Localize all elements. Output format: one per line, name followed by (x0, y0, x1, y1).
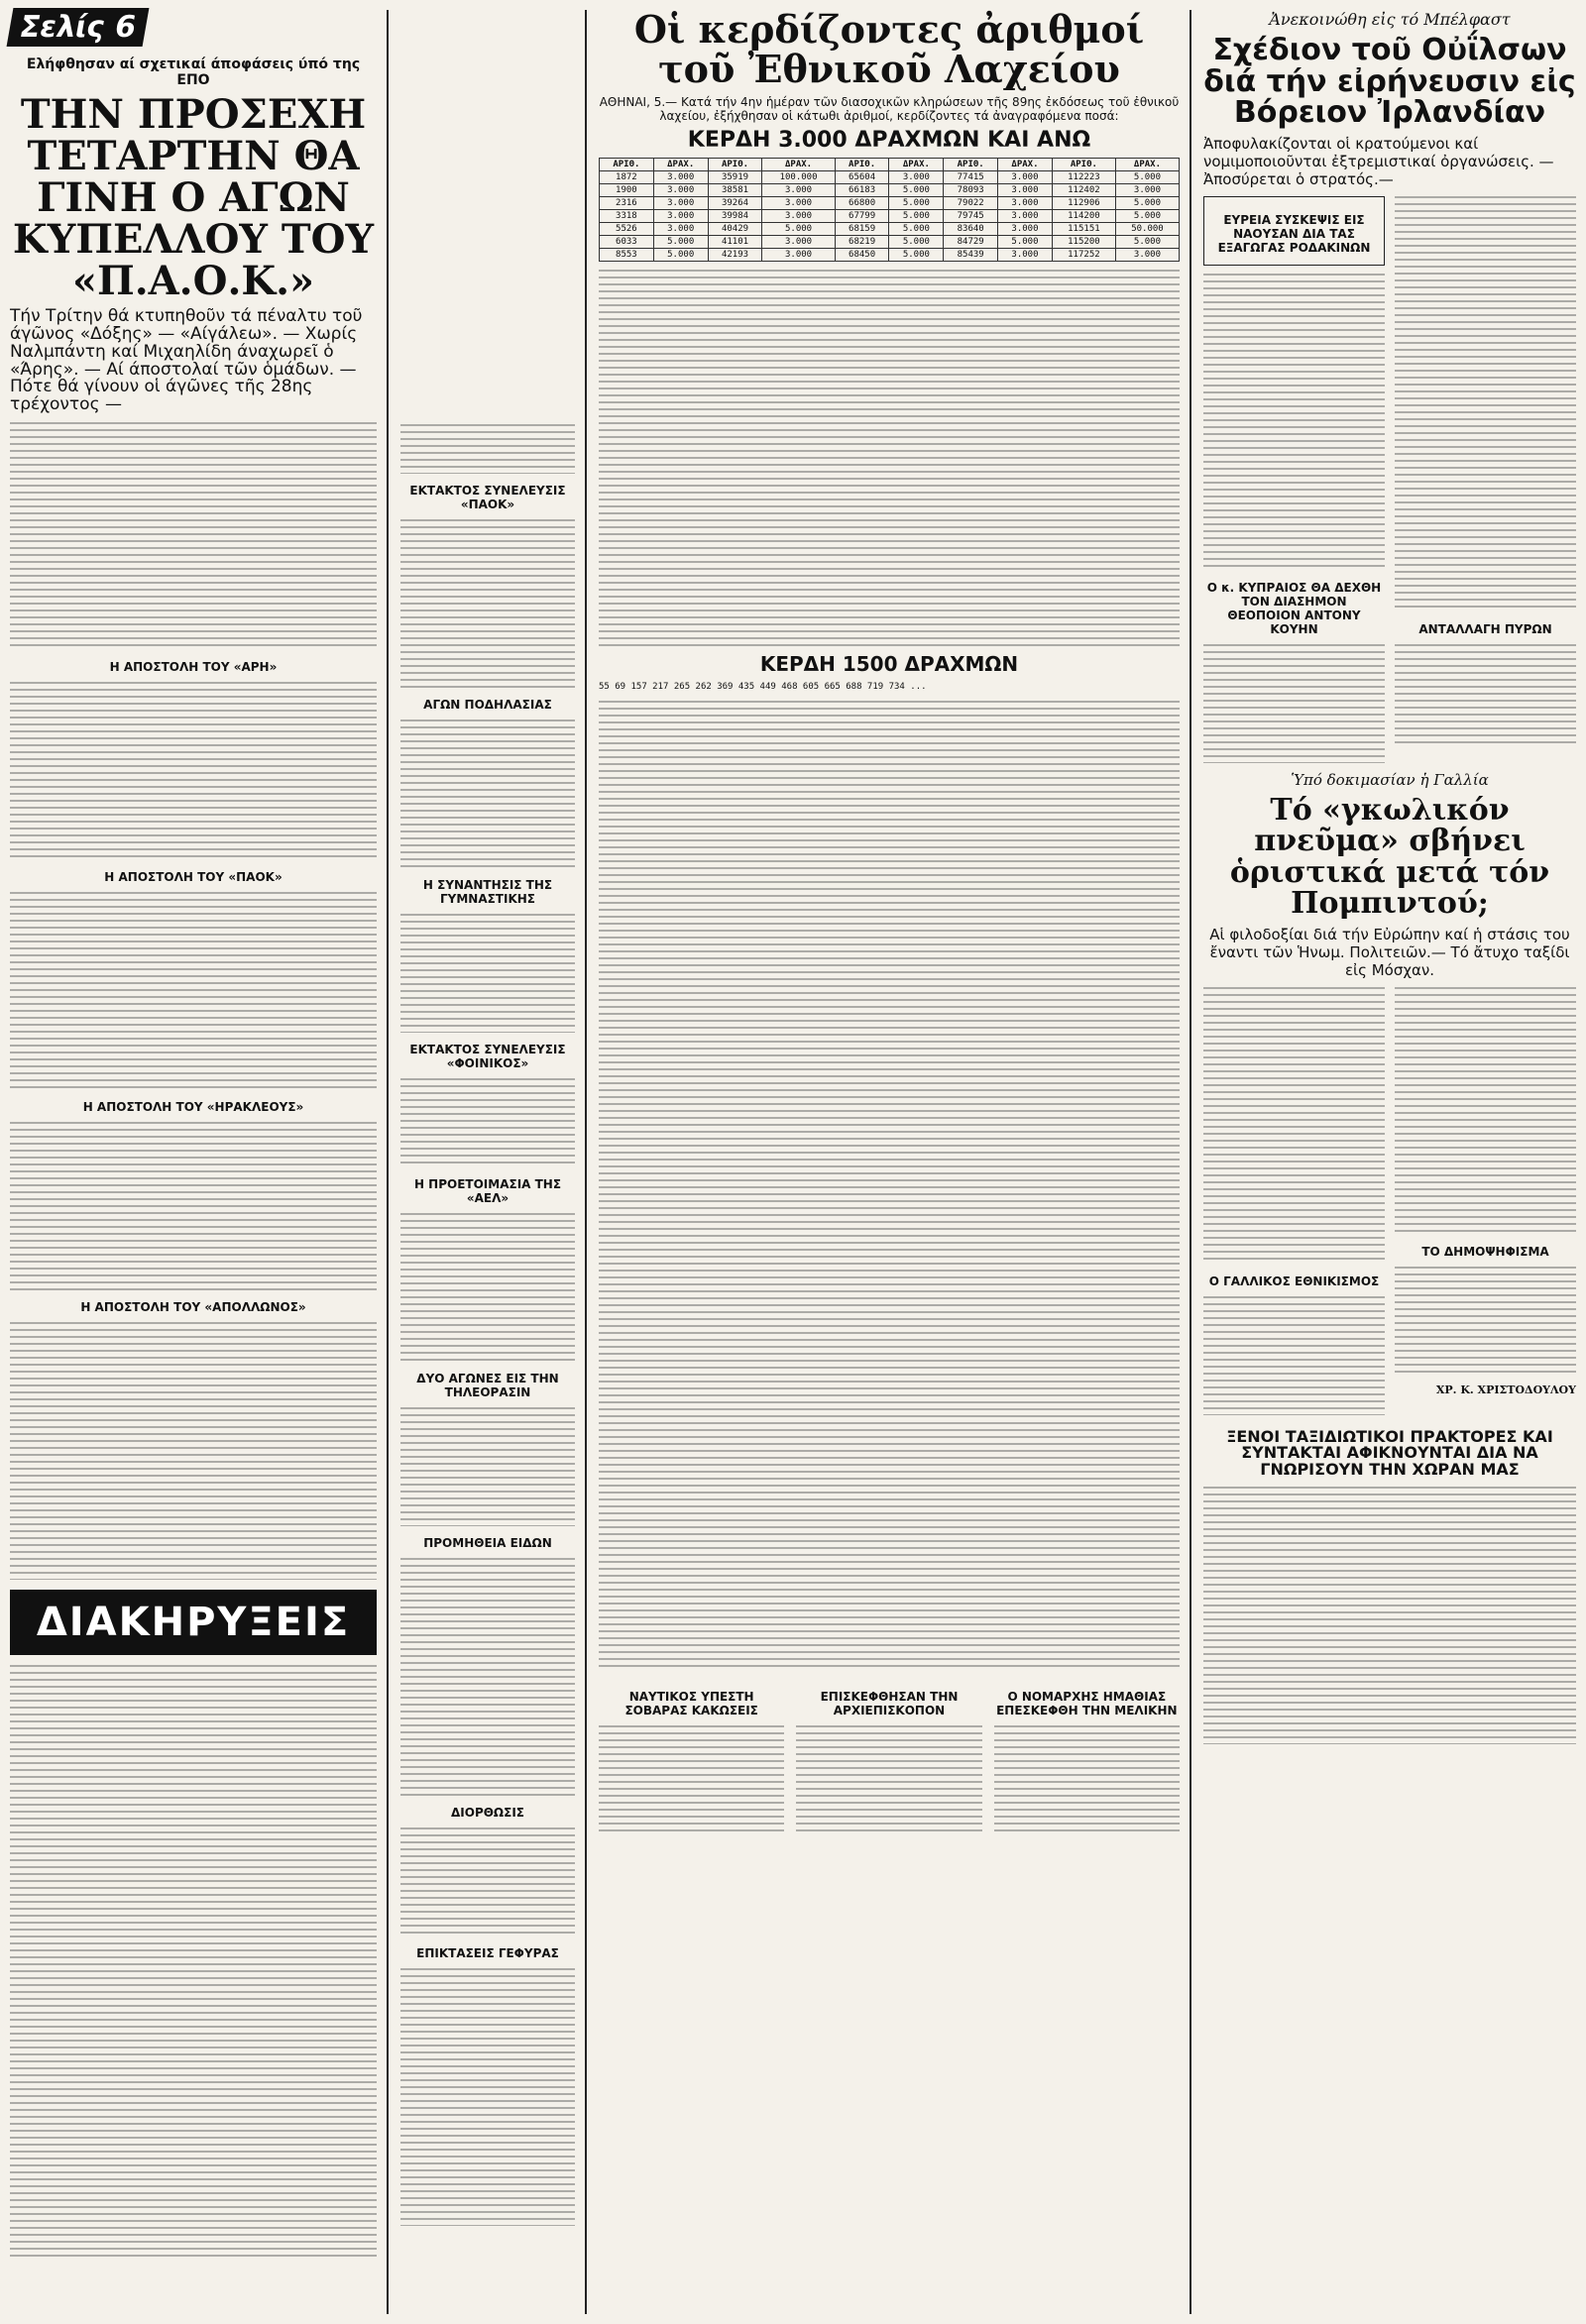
column-rule (585, 10, 587, 2314)
section-tag: Σελίς 6 (7, 8, 150, 47)
table-cell: 35919 (708, 170, 762, 183)
subhead: ΠΡΟΜΗΘΕΙΑ ΕΙΔΩΝ (423, 1536, 552, 1550)
table-title: ΚΕΡΔΗ 3.000 ΔΡΑΧΜΩΝ ΚΑΙ ΑΝΩ (687, 127, 1091, 153)
subhead: ΑΓΩΝ ΠΟΔΗΛΑΣΙΑΣ (423, 698, 552, 712)
table-cell: 84729 (944, 235, 998, 248)
table-cell: 5.000 (1115, 235, 1179, 248)
table-cell: 2316 (600, 196, 654, 209)
subhead: Η ΑΠΟΣΤΟΛΗ ΤΟΥ «ΑΡΗ» (109, 660, 278, 675)
section-tag-wrap (10, 8, 377, 47)
table-cell: 114200 (1052, 209, 1115, 222)
article-text (10, 1322, 377, 1580)
kicker: Ἀνεκοινώθη εἰς τό Μπέλφαστ (1269, 10, 1511, 29)
table-cell: 115151 (1052, 222, 1115, 235)
deck: Τήν Τρίτην θά κτυπηθοῦν τά πέναλτυ τοῦ άγῶνος «Δόξης» — «Αίγάλεω». — Χωρίς Ναλμπάντη καί Μιχαηλίδη άναχωρεῖ ὁ «Άρης». — Αί άποστολαί τῶν ὁμάδων. — Πότε θά γίνουν οἱ άγῶνες τῆς 28ης τρέχοντος — (10, 306, 363, 415)
table-header: ΔΡΑΧ. (889, 158, 944, 170)
table-cell: 112402 (1052, 183, 1115, 196)
article-text (10, 1122, 377, 1290)
article-text (10, 682, 377, 860)
table-cell: 100.000 (762, 170, 835, 183)
table-cell: 68159 (835, 222, 889, 235)
table-cell: 5.000 (889, 222, 944, 235)
notices-text (10, 1665, 377, 2260)
table-cell: 67799 (835, 209, 889, 222)
article-text (400, 1213, 575, 1362)
table-cell: 38581 (708, 183, 762, 196)
subhead: ΔΥΟ ΑΓΩΝΕΣ ΕΙΣ ΤΗΝ ΤΗΛΕΟΡΑΣΙΝ (416, 1372, 559, 1399)
table-cell: 5.000 (1115, 196, 1179, 209)
subhead: Η ΑΠΟΣΤΟΛΗ ΤΟΥ «ΠΑΟΚ» (104, 870, 283, 885)
article-text (1203, 1487, 1576, 1744)
subhead: Ο ΓΑΛΛΙΚΟΣ ΕΘΝΙΚΙΣΜΟΣ (1208, 1273, 1380, 1288)
subhead: ΔΙΟΡΘΩΣΙΣ (450, 1806, 524, 1820)
column-rule (387, 10, 389, 2314)
article-text (1395, 987, 1576, 1235)
table-cell: 1872 (600, 170, 654, 183)
deck: Αἱ φιλοδοξίαι διά τήν Εὐρώπην καί ἡ στάσις του ἔναντι τῶν Ἡνωμ. Πολιτειῶν.— Τό ἄτυχο ταξίδι εἰς Μόσχαν. (1209, 925, 1570, 979)
table-header: ΔΡΑΧ. (1115, 158, 1179, 170)
table-cell: 42193 (708, 248, 762, 261)
table-cell: 5.000 (889, 183, 944, 196)
table-cell: 77415 (944, 170, 998, 183)
subhead: Η ΠΡΟΕΤΟΙΜΑΣΙΑ ΤΗΣ «ΑΕΛ» (413, 1177, 562, 1205)
article-text (1203, 274, 1385, 571)
table-cell: 3.000 (998, 222, 1053, 235)
table-cell: 117252 (1052, 248, 1115, 261)
table-cell: 39984 (708, 209, 762, 222)
subhead: ΕΚΤΑΚΤΟΣ ΣΥΝΕΛΕΥΣΙΣ «ΠΑΟΚ» (409, 484, 566, 511)
article-text (1203, 1296, 1385, 1415)
table-cell: 3.000 (998, 196, 1053, 209)
table-cell: 112223 (1052, 170, 1115, 183)
article-text (400, 1558, 575, 1796)
article-text (1203, 987, 1385, 1265)
table-cell: 6033 (600, 235, 654, 248)
table-cell: 8553 (600, 248, 654, 261)
sports-column (0, 0, 387, 2324)
subhead: Ο ΝΟΜΑΡΧΗΣ ΗΜΑΘΙΑΣ ΕΠΕΣΚΕΦΘΗ ΤΗΝ ΜΕΛΙΚΗΝ (996, 1689, 1178, 1717)
box (1203, 196, 1385, 266)
main-headline: ΤΗΝ ΠΡΟΣΕΧΗ ΤΕΤΑΡΤΗΝ ΘΑ ΓΙΝΗ Ο ΑΓΩΝ ΚΥΠΕΛΛΟΥ ΤΟΥ «Π.Α.Ο.Κ.» (12, 91, 375, 304)
table-cell: 65604 (835, 170, 889, 183)
article-text (400, 424, 575, 474)
article-text (400, 719, 575, 868)
table-cell: 3.000 (998, 248, 1053, 261)
table-row (600, 235, 1180, 248)
subhead: ΤΟ ΔΗΜΟΨΗΦΙΣΜΑ (1421, 1244, 1549, 1259)
headline: Τό «γκωλικόν πνεῦμα» σβήνει ὁριστικά μετά τόν Πομπιντού; (1229, 792, 1550, 921)
table-cell: 3.000 (1115, 248, 1179, 261)
table-cell: 115200 (1052, 235, 1115, 248)
article-text (796, 1725, 981, 1834)
table-cell: 3.000 (998, 209, 1053, 222)
table-cell: 3.000 (998, 170, 1053, 183)
table-cell: 3.000 (762, 235, 835, 248)
table-cell: 85439 (944, 248, 998, 261)
subhead: ΑΝΤΑΛΛΑΓΗ ΠΥΡΩΝ (1418, 621, 1552, 636)
lottery-headline: Οἱ κερδίζοντες ἀριθμοί τοῦ Ἐθνικοῦ Λαχείου (633, 7, 1145, 91)
table-cell: 79745 (944, 209, 998, 222)
table-cell: 3.000 (762, 183, 835, 196)
lottery-table (599, 158, 1180, 262)
numbers-grid (599, 701, 1180, 1672)
table-cell: 5.000 (889, 248, 944, 261)
kicker: Ελήφθησαν αί σχετικαί άποφάσεις ύπό της ΕΠΟ (26, 56, 361, 88)
numbers-sample: 55 69 157 217 265 262 369 435 449 468 605 665 688 719 734 ... (599, 681, 927, 692)
table-row (600, 222, 1180, 235)
sports-column-2 (391, 0, 585, 2324)
subhead: Η ΑΠΟΣΤΟΛΗ ΤΟΥ «ΑΠΟΛΛΩΝΟΣ» (80, 1300, 306, 1315)
table-cell: 5.000 (1115, 170, 1179, 183)
table-cell: 3.000 (998, 183, 1053, 196)
table-cell: 3.000 (762, 209, 835, 222)
subhead: ΝΑΥΤΙΚΟΣ ΥΠΕΣΤΗ ΣΟΒΑΡΑΣ ΚΑΚΩΣΕΙΣ (624, 1689, 758, 1717)
table-header: ΔΡΑΧ. (762, 158, 835, 170)
table-cell: 3.000 (762, 196, 835, 209)
table-cell: 5.000 (653, 235, 708, 248)
table-cell: 66800 (835, 196, 889, 209)
article-text (599, 1725, 784, 1834)
table-cell: 5.000 (889, 196, 944, 209)
subhead: ΕΠΙΚΤΑΣΕΙΣ ΓΕΦΥΡΑΣ (416, 1946, 559, 1960)
table-row (600, 183, 1180, 196)
table-row (600, 170, 1180, 183)
table-cell: 3.000 (653, 183, 708, 196)
notices-banner: ΔΙΑΚΗΡΥΞΕΙΣ (10, 1590, 377, 1655)
table-cell: 1900 (600, 183, 654, 196)
table-cell: 3.000 (653, 209, 708, 222)
table-header: ΔΡΑΧ. (653, 158, 708, 170)
headline: ΞΕΝΟΙ ΤΑΞΙΔΙΩΤΙΚΟΙ ΠΡΑΚΤΟΡΕΣ ΚΑΙ ΣΥΝΤΑΚΤΑΙ ΑΦΙΚΝΟΥΝΤΑΙ ΔΙΑ ΝΑ ΓΝΩΡΙΣΟΥΝ ΤΗΝ ΧΩΡΑΝ ΜΑΣ (1226, 1426, 1553, 1480)
table-cell: 78093 (944, 183, 998, 196)
table-cell: 5.000 (1115, 209, 1179, 222)
article-text (400, 1827, 575, 1937)
column-rule (1190, 10, 1191, 2314)
article-text (10, 422, 377, 650)
table-cell: 83640 (944, 222, 998, 235)
table-cell: 5.000 (998, 235, 1053, 248)
table-header: ΔΡΑΧ. (998, 158, 1053, 170)
article-text (400, 914, 575, 1033)
table-header: ΑΡΙΘ. (1052, 158, 1115, 170)
kicker: Ὑπό δοκιμασίαν ἡ Γαλλία (1291, 770, 1489, 789)
article-text (10, 892, 377, 1090)
table-cell: 5.000 (889, 209, 944, 222)
subhead: Ο κ. ΚΥΠΡΑΙΟΣ ΘΑ ΔΕΧΘΗ ΤΟΝ ΔΙΑΣΗΜΟΝ ΘΕΟΠΟΙΟΝ ΑΝΤΟΝΥ ΚΟΥΗΝ (1206, 580, 1382, 636)
table-cell: 39264 (708, 196, 762, 209)
table-cell: 3.000 (653, 222, 708, 235)
headline: Σχέδιον τοῦ Οὐΐλσων διά τήν εἰρήνευσιν εἰς Βόρειον Ἰρλανδίαν (1203, 33, 1576, 130)
article-text (400, 1078, 575, 1167)
table-cell: 112906 (1052, 196, 1115, 209)
table-cell: 50.000 (1115, 222, 1179, 235)
subhead: Η ΣΥΝΑΝΤΗΣΙΣ ΤΗΣ ΓΥΜΝΑΣΤΙΚΗΣ (422, 878, 553, 906)
article-text (1395, 196, 1576, 612)
subhead: ΕΠΙΣΚΕΦΘΗΣΑΝ ΤΗΝ ΑΡΧΙΕΠΙΣΚΟΠΟΝ (820, 1689, 959, 1717)
table-cell: 3.000 (1115, 183, 1179, 196)
article-text (400, 519, 575, 688)
table-cell: 5.000 (889, 235, 944, 248)
table-cell: 68450 (835, 248, 889, 261)
article-text (1395, 644, 1576, 743)
lottery-column (589, 0, 1190, 2324)
table-cell: 5526 (600, 222, 654, 235)
table-cell: 3.000 (762, 248, 835, 261)
table2-title: ΚΕΡΔΗ 1500 ΔΡΑΧΜΩΝ (759, 651, 1019, 676)
table-cell: 40429 (708, 222, 762, 235)
article-text (1203, 644, 1385, 763)
table-header: ΑΡΙΘ. (600, 158, 654, 170)
article-text (994, 1725, 1180, 1834)
table-cell: 5.000 (762, 222, 835, 235)
box-title: ΕΥΡΕΙΑ ΣΥΣΚΕΨΙΣ ΕΙΣ ΝΑΟΥΣΑΝ ΔΙΑ ΤΑΣ ΕΞΑΓΩΓΑΣ ΡΟΔΑΚΙΝΩΝ (1217, 212, 1371, 255)
table-cell: 66183 (835, 183, 889, 196)
table-header: ΑΡΙΘ. (944, 158, 998, 170)
table-row (600, 209, 1180, 222)
lottery-table-rest (599, 270, 1180, 646)
subhead: ΕΚΤΑΚΤΟΣ ΣΥΝΕΛΕΥΣΙΣ «ΦΟΙΝΙΚΟΣ» (409, 1043, 566, 1070)
article-text (1395, 1267, 1576, 1376)
table-cell: 79022 (944, 196, 998, 209)
table-row (600, 196, 1180, 209)
article-text (400, 1968, 575, 2226)
byline: ΧΡ. Κ. ΧΡΙΣΤΟΔΟΥΛΟΥ (1435, 1383, 1576, 1396)
table-cell: 41101 (708, 235, 762, 248)
news-column (1193, 0, 1586, 2324)
table-cell: 3.000 (653, 196, 708, 209)
table-row (600, 248, 1180, 261)
deck: Ἀποφυλακίζονται οἱ κρατούμενοι καί νομιμοποιοῦνται ἐξτρεμιστικαί ὀργανώσεις. — Ἀποσύρεται ὁ στρατός.— (1203, 134, 1554, 188)
subhead: Η ΑΠΟΣΤΟΛΗ ΤΟΥ «ΗΡΑΚΛΕΟΥΣ» (82, 1100, 304, 1115)
table-cell: 3.000 (889, 170, 944, 183)
lottery-intro: ΑΘΗΝΑΙ, 5.— Κατά τήν 4ην ἡμέραν τῶν διασοχικῶν κληρώσεων τῆς 89ης ἐκδόσεως τοῦ ἐθνικοῦ λαχείου, ἐξήχθησαν οἱ κάτωθι ἀριθμοί, κερδίζοντες τά ἀναγραφόμενα ποσά: (599, 94, 1180, 123)
table-header: ΑΡΙΘ. (708, 158, 762, 170)
table-cell: 3.000 (653, 170, 708, 183)
table-cell: 5.000 (653, 248, 708, 261)
article-text (400, 1407, 575, 1526)
table-cell: 68219 (835, 235, 889, 248)
table-cell: 3318 (600, 209, 654, 222)
table-header: ΑΡΙΘ. (835, 158, 889, 170)
